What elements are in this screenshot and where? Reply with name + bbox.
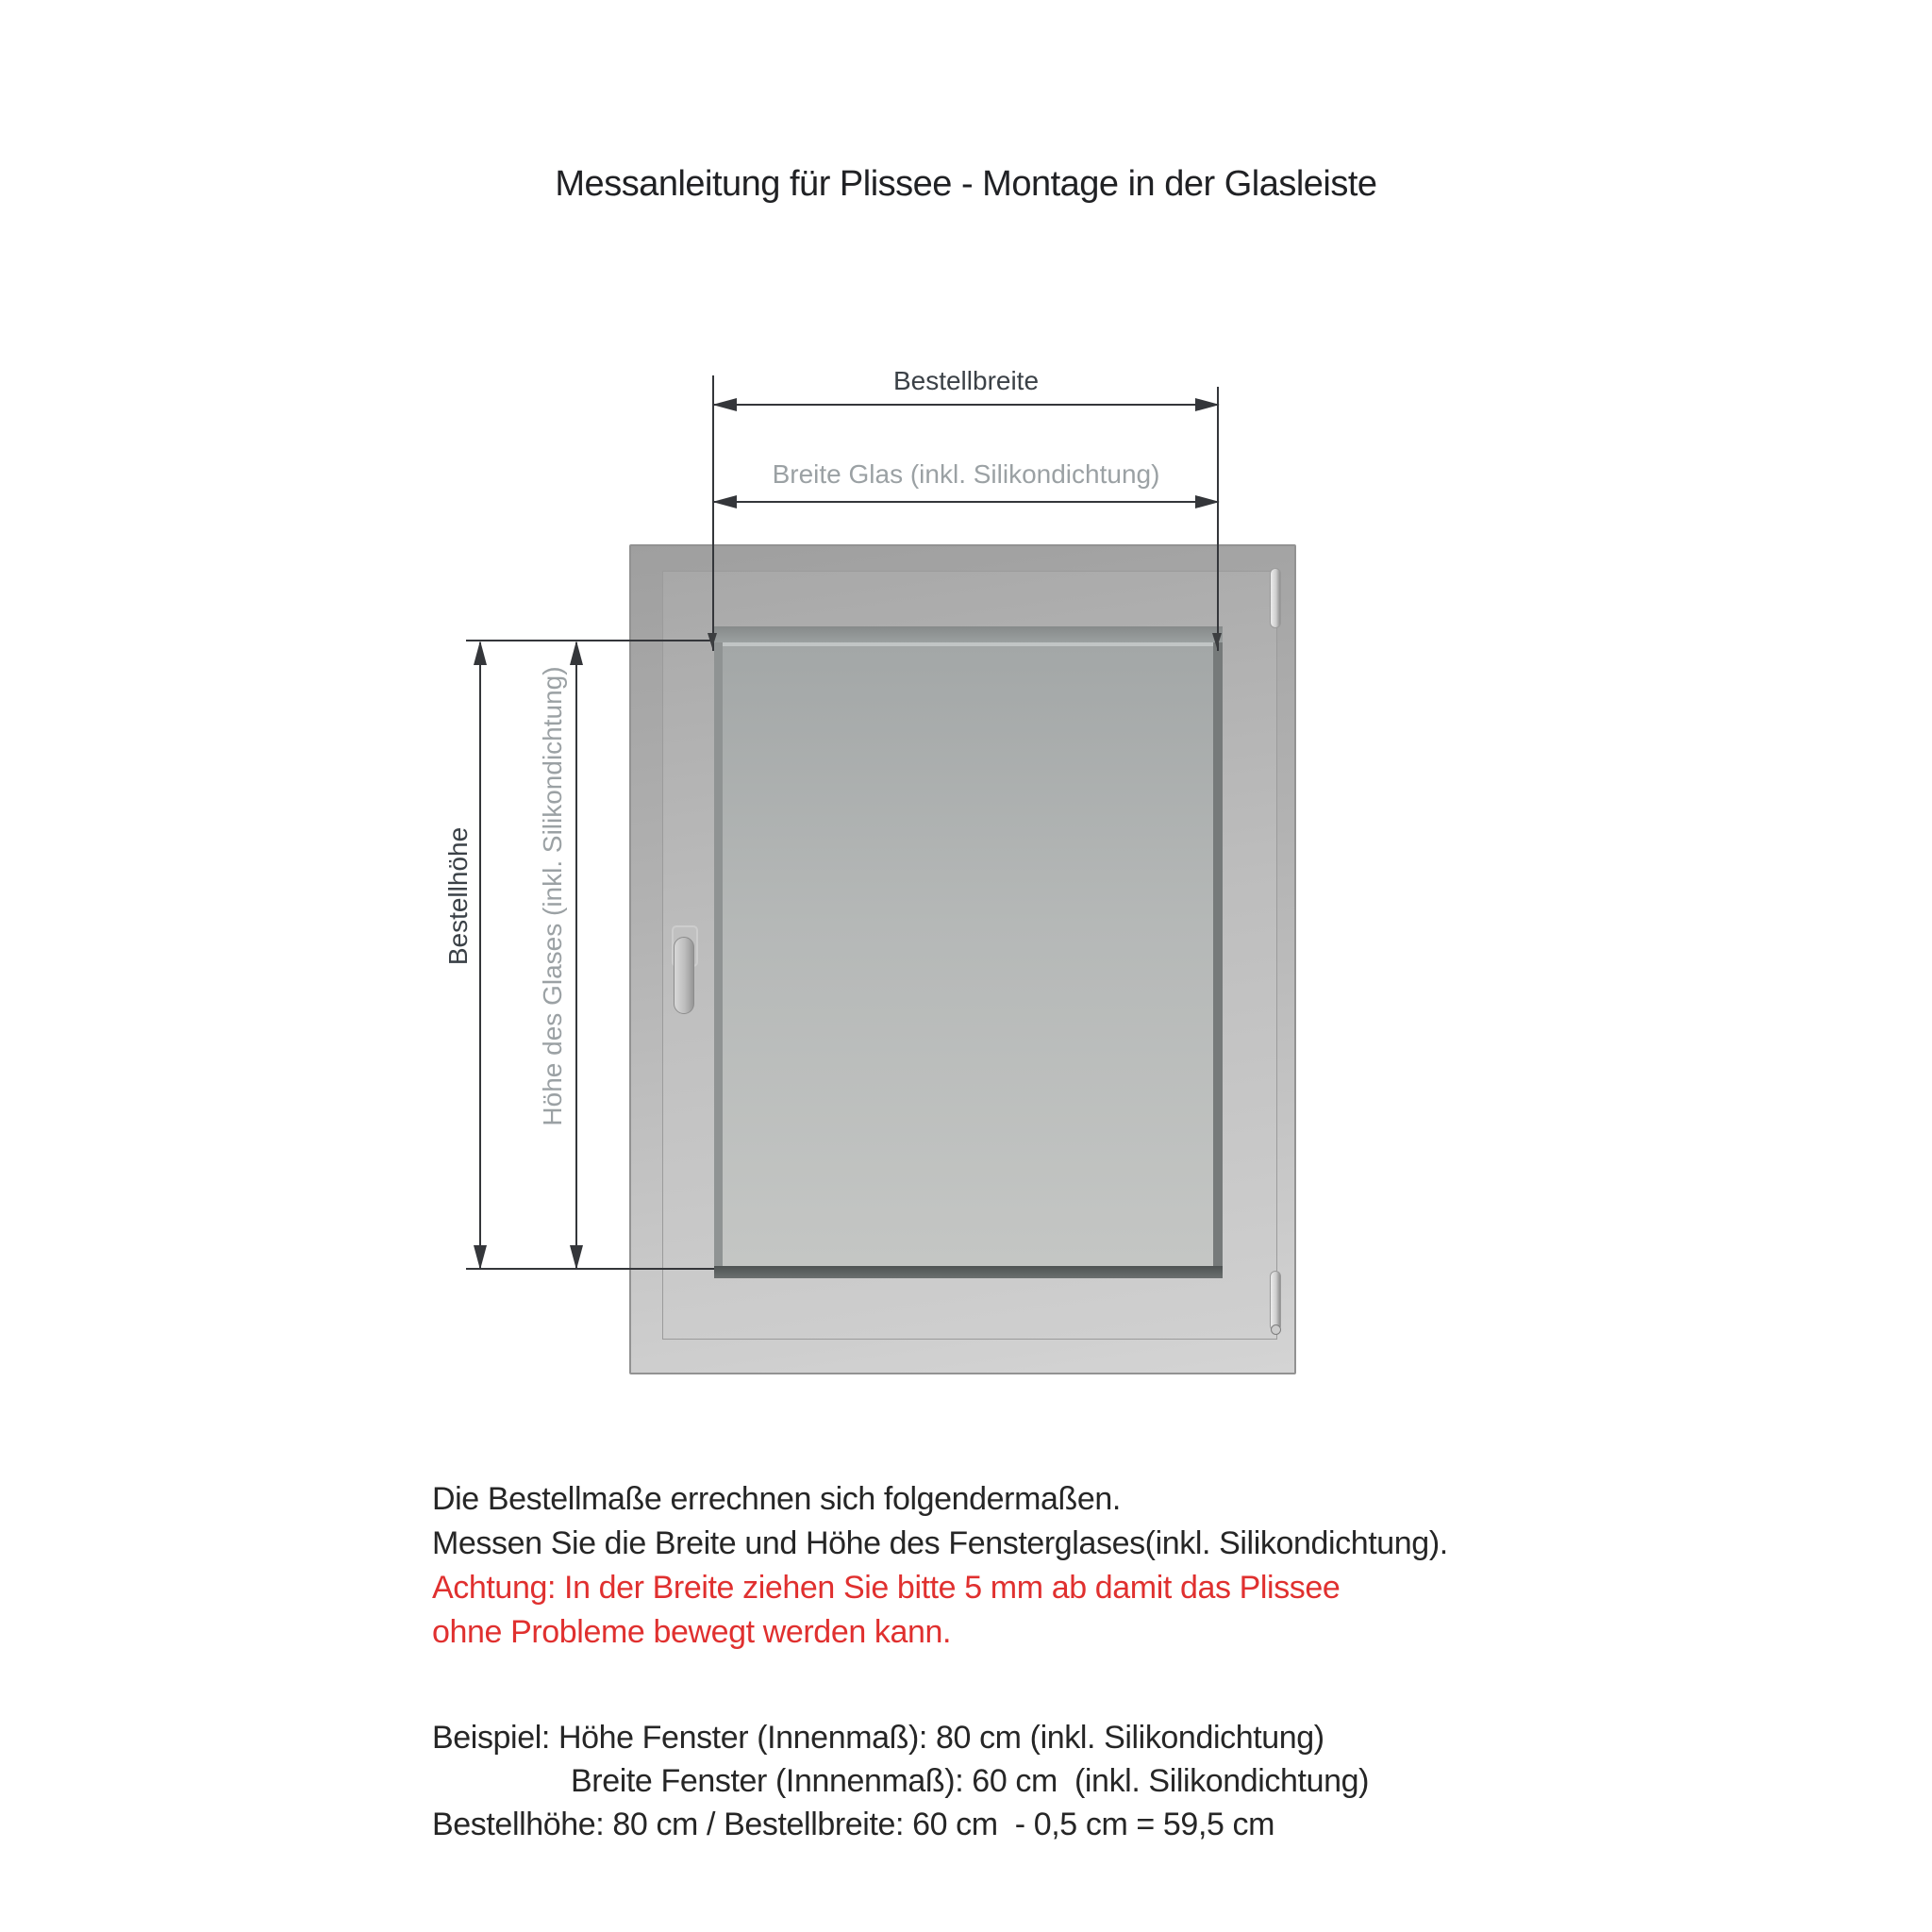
instruction-warning-line: ohne Probleme bewegt werden kann. <box>432 1614 952 1650</box>
arrowhead-down-icon <box>570 1245 583 1270</box>
arrowhead-right-icon <box>1195 495 1220 508</box>
extension-line-glass-right <box>1217 387 1219 651</box>
dim-arrow-glass-width <box>714 501 1218 503</box>
arrowhead-down-icon <box>474 1245 487 1270</box>
glass-pane <box>723 646 1213 1266</box>
example-line: Breite Fenster (Innnenmaß): 60 cm (inkl. Silikondichtung) <box>571 1763 1370 1799</box>
label-glass-width: Breite Glas (inkl. Silikondichtung) <box>772 459 1160 489</box>
glass-bevel-bottom <box>714 1266 1223 1278</box>
instructions-paragraph <box>432 1477 1448 1655</box>
glass-bevel-left <box>714 642 723 1266</box>
glass-bevel-right <box>1213 642 1223 1266</box>
page-title: Messanleitung für Plissee - Montage in der Glasleiste <box>555 164 1377 204</box>
extension-line-glass-left <box>712 375 714 651</box>
arrowhead-left-icon <box>712 495 737 508</box>
arrowhead-up-icon <box>570 641 583 665</box>
instruction-line: Die Bestellmaße errechnen sich folgendermaßen. <box>432 1481 1121 1517</box>
dim-arrow-glass-height <box>575 642 577 1268</box>
label-order-height: Bestellhöhe <box>443 826 473 966</box>
window-hinge-bottom <box>1270 1271 1281 1331</box>
window-glass <box>714 626 1223 1278</box>
example-paragraph <box>432 1716 1369 1846</box>
glass-corner-tick-left-icon <box>708 633 717 653</box>
arrowhead-left-icon <box>712 398 737 411</box>
dim-arrow-order-height <box>479 642 481 1268</box>
extension-line-glass-top <box>466 640 714 641</box>
extension-line-glass-bottom <box>466 1268 714 1270</box>
window-hinge-top <box>1270 568 1281 628</box>
example-line: Bestellhöhe: 80 cm / Bestellbreite: 60 cm - 0,5 cm = 59,5 cm <box>432 1807 1275 1842</box>
arrowhead-up-icon <box>474 641 487 665</box>
glass-corner-tick-right-icon <box>1212 633 1222 653</box>
dim-arrow-order-width <box>714 404 1218 406</box>
label-glass-height: Höhe des Glases (inkl. Silikondichtung) <box>538 666 567 1126</box>
glass-bevel-top <box>714 626 1223 642</box>
instruction-line: Messen Sie die Breite und Höhe des Fensterglases(inkl. Silikondichtung). <box>432 1525 1448 1561</box>
example-line: Beispiel: Höhe Fenster (Innenmaß): 80 cm (inkl. Silikondichtung) <box>432 1720 1324 1756</box>
window-hinge-pin <box>1271 1324 1281 1335</box>
window-handle <box>674 937 694 1014</box>
label-order-width: Bestellbreite <box>892 366 1040 395</box>
arrowhead-right-icon <box>1195 398 1220 411</box>
instruction-warning-line: Achtung: In der Breite ziehen Sie bitte 5 mm ab damit das Plissee <box>432 1570 1341 1606</box>
